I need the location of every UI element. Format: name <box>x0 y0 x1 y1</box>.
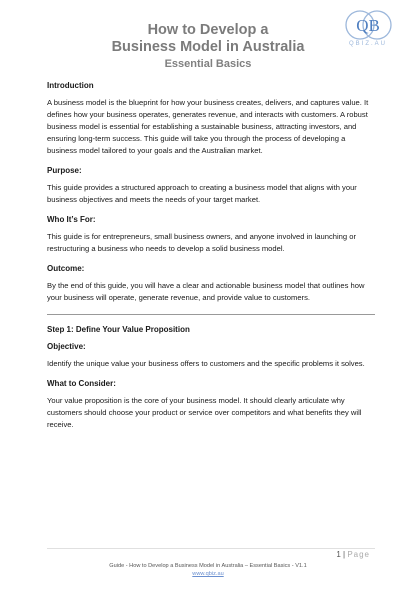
audience-paragraph: This guide is for entrepreneurs, small business owners, and anyone involved in launching or restructuring a business who needs to develop a solid business model. <box>47 232 356 253</box>
document-footer <box>0 562 416 578</box>
purpose-paragraph: This guide provides a structured approach to creating a business model that aligns with your business objectives and meets the needs of your target market. <box>47 183 357 204</box>
title-line-1: How to Develop a <box>147 22 269 38</box>
logo-text: QBIZ.AU <box>348 41 387 47</box>
footer-doc-line: Guide - How to Develop a Business Model in Australia – Essential Basics - V1.1 <box>109 563 307 569</box>
consider-paragraph: Your value proposition is the core of your business model. It should clearly articulate why customers should choose your product or service over competitors and what benefits they will receive. <box>47 396 362 429</box>
intro-paragraph: A business model is the blueprint for how your business creates, delivers, and captures value. It defines how your business operates, generates revenue, and interacts with customers. A robust business model is essential for establishing a sustainable business, attracting investors, and ensuring long-term success. This guide will take you through the process of developing a business model tailored to your goals and the Australian market. <box>47 98 369 155</box>
document-body <box>47 80 375 439</box>
intro-heading: Introduction <box>47 81 94 90</box>
qbiz-logo-icon <box>340 9 396 45</box>
page-number <box>336 550 370 559</box>
purpose-heading: Purpose: <box>47 166 82 175</box>
outcome-paragraph: By the end of this guide, you will have a clear and actionable business model that outlines how your business will operate, generate revenue, and provide value to customers. <box>47 281 365 302</box>
section-divider <box>47 314 375 315</box>
audience-heading: Who It’s For: <box>47 215 96 224</box>
footer-divider <box>47 548 375 549</box>
objective-heading: Objective: <box>47 342 86 351</box>
page-number-value: 1 <box>336 550 341 559</box>
title-line-2: Business Model in Australia <box>111 39 305 55</box>
logo-monogram: QB <box>356 16 380 35</box>
step1-heading: Step 1: Define Your Value Proposition <box>47 325 190 334</box>
outcome-heading: Outcome: <box>47 264 85 273</box>
consider-heading: What to Consider: <box>47 379 116 388</box>
footer-website-link[interactable]: www.qbiz.au <box>192 571 224 577</box>
document-subtitle: Essential Basics <box>164 58 252 70</box>
page-number-separator: | <box>343 550 346 559</box>
page-word: Page <box>347 550 370 559</box>
objective-paragraph: Identify the unique value your business offers to customers and the specific problems it solves. <box>47 359 365 368</box>
